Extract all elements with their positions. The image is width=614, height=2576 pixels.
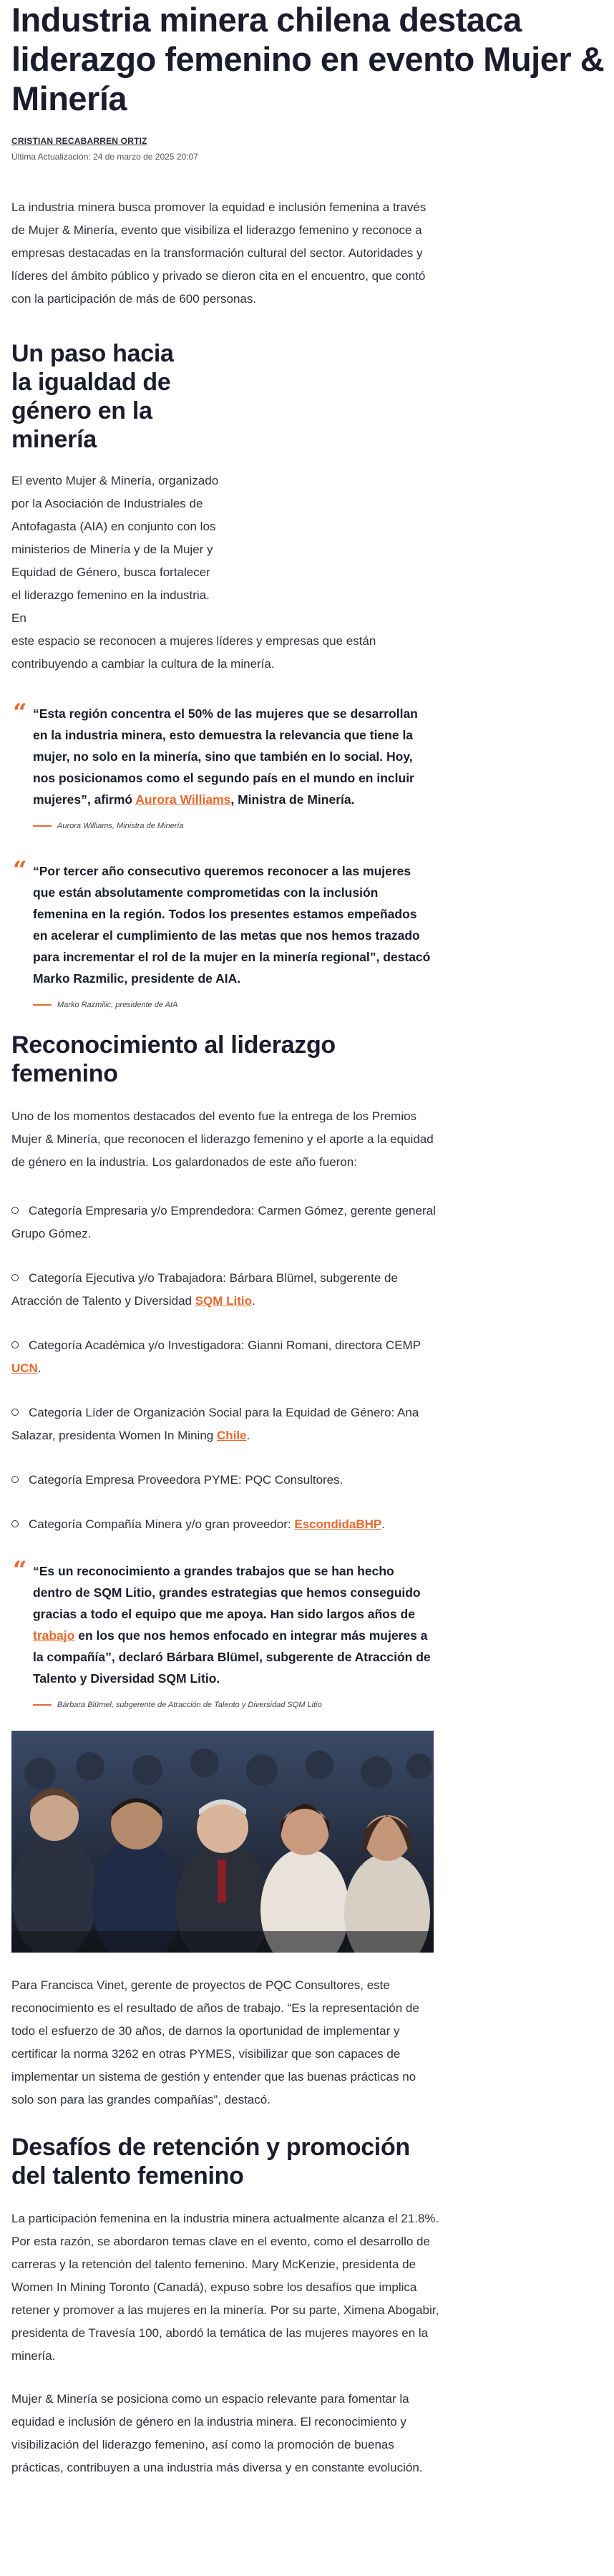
last-updated: Última Actualización: 24 de marzo de 2025 20:07 bbox=[11, 152, 198, 162]
category-link[interactable]: UCN bbox=[11, 1361, 38, 1375]
award-category-item: Categoría Académica y/o Investigadora: Gianni Romani, directora CEMP UCN. bbox=[11, 1338, 421, 1375]
bullet-icon bbox=[11, 1476, 19, 1483]
aurora-williams-link[interactable]: Aurora Williams bbox=[135, 792, 231, 807]
section3-paragraph-2: Mujer & Minería se posiciona como un espacio relevante para fomentar la equidad e inclusión de género en la industria minera. El reconocimiento y visibilización del liderazgo femenino, así como la promoción de buenas prácticas, contribuyen a una industria más diversa y en constante evolución. bbox=[11, 2392, 423, 2474]
quote-marko-razmilic bbox=[11, 856, 434, 1009]
award-category-item: Categoría Empresaria y/o Emprendedora: Carmen Gómez, gerente general Grupo Gómez. bbox=[11, 1204, 436, 1240]
bullet-icon bbox=[11, 1409, 19, 1416]
award-categories-list bbox=[11, 1200, 441, 1536]
cite-line bbox=[33, 825, 52, 827]
quote-cite: Marko Razmilic, presidente de AIA bbox=[33, 1001, 434, 1009]
quote-aurora-williams bbox=[11, 699, 434, 830]
section-heading-equality: Un paso hacia la igualdad de género en la minería bbox=[11, 340, 174, 453]
section1-paragraph-wide: este espacio se reconocen a mujeres líderes y empresas que están contribuyendo a cambiar la cultura de la minería. bbox=[11, 634, 376, 671]
bullet-icon bbox=[11, 1274, 19, 1281]
quote-text: “Es un reconocimiento a grandes trabajos que se han hecho dentro de SQM Litio, grandes estrategias que hemos conseguido gracias a todo el equipo que me apoya. Han sido largos años de trabajo en los que nos hemos enfocado en integrar más mujeres a la compañía”, declaró Bárbara Blümel, subgerente de Atracción de Talento y Diversidad SQM Litio. bbox=[33, 1564, 431, 1686]
section3-paragraph-1: La participación femenina en la industria minera actualmente alcanza el 21.8%. Por esta razón, se abordaron temas clave en el evento, como el desarrollo de carreras y la retención del talento femenino. Mary McKenzie, presidenta de Women In Mining Toronto (Canadá), expuso sobre los desafíos que implica retener y promover a las mujeres en la minería. Por su parte, Ximena Abogabir, presidenta de Travesía 100, abordó la temática de las mujeres mayores en la minería. bbox=[11, 2212, 439, 2363]
author-link[interactable]: CRISTIAN RECABARREN ORTIZ bbox=[11, 136, 147, 146]
quote-text: “Esta región concentra el 50% de las mujeres que se desarrollan en la industria minera, esto demuestra la relevancia que tiene la mujer, no solo en la minería, sino que también en lo social. Hoy, nos posicionamos como el segundo país en el mundo en incluir mujeres”, afirmó Aurora Williams, Ministra de Minería. bbox=[33, 706, 418, 807]
award-category-item: Categoría Compañía Minera y/o gran proveedor: EscondidaBHP. bbox=[11, 1513, 441, 1536]
category-link[interactable]: EscondidaBHP bbox=[294, 1517, 382, 1531]
award-category-item: Categoría Ejecutiva y/o Trabajadora: Bárbara Blümel, subgerente de Atracción de Talento y Diversidad SQM Litio. bbox=[11, 1271, 398, 1308]
trabajo-link[interactable]: trabajo bbox=[33, 1628, 75, 1643]
quote-text: “Por tercer año consecutivo queremos reconocer a las mujeres que están absolutamente comprometidas con la inclusión femenina en la región. Todos los presentes estamos empeñados en acelerar el cumplimiento de las metas que nos hemos trazado para incrementar el rol de la mujer en la minería regional”, destacó Marko Razmilic, presidente de AIA. bbox=[33, 864, 431, 986]
bullet-icon bbox=[11, 1341, 19, 1348]
audience-photo-illustration bbox=[11, 1731, 434, 1953]
cite-line bbox=[33, 1704, 52, 1706]
award-category-item: Categoría Empresa Proveedora PYME: PQC Consultores. bbox=[11, 1469, 441, 1492]
bullet-icon bbox=[11, 1207, 19, 1214]
quote-cite: Aurora Williams, Ministra de Minería bbox=[33, 822, 434, 830]
category-link[interactable]: SQM Litio bbox=[195, 1294, 253, 1308]
section1-paragraph-narrow: El evento Mujer & Minería, organizado por la Asociación de Industriales de Antofagasta (AIA) en conjunto con los ministerios de Minería y de la Mujer y Equidad de Género, busca fortalecer el liderazgo femenino en la industria. En bbox=[11, 474, 219, 625]
quote-mark-icon: “ bbox=[13, 699, 27, 727]
event-photo bbox=[11, 1731, 434, 1953]
article-title: Industria minera chilena destaca liderazgo femenino en evento Mujer & Minería bbox=[11, 1, 605, 117]
cite-line bbox=[33, 1004, 52, 1006]
section-heading-recognition: Reconocimiento al liderazgo femenino bbox=[11, 1031, 336, 1087]
quote-mark-icon: “ bbox=[13, 1556, 27, 1585]
quote-cite: Bárbara Blümel, subgerente de Atracción de Talento y Diversidad SQM Litio bbox=[33, 1701, 434, 1709]
lead-paragraph: La industria minera busca promover la equidad e inclusión femenina a través de Mujer & Minería, evento que visibiliza el liderazgo femenino y reconoce a empresas destacadas en la transformación cultural del sector. Autoridades y líderes del ámbito público y privado se dieron cita en el encuentro, que contó con la participación de más de 600 personas. bbox=[11, 200, 427, 306]
quote-barbara-blumel bbox=[11, 1556, 434, 1709]
section-heading-retention: Desafíos de retención y promoción del talento femenino bbox=[11, 2134, 410, 2189]
bullet-icon bbox=[11, 1520, 19, 1527]
award-category-item: Categoría Líder de Organización Social para la Equidad de Género: Ana Salazar, presidenta Women In Mining Chile. bbox=[11, 1406, 419, 1442]
paragraph-francisca-vinet: Para Francisca Vinet, gerente de proyectos de PQC Consultores, este reconocimiento es el resultado de años de trabajo. “Es la representación de todo el esfuerzo de 30 años, de darnos la oportunidad de implementar y certificar la norma 3262 en otras PYMES, visibilizar que son capaces de implementar un sistema de gestión y entender que las buenas prácticas no solo son para las grandes compañías”, destacó. bbox=[11, 1978, 419, 2106]
section2-intro: Uno de los momentos destacados del evento fue la entrega de los Premios Mujer & Minería, que reconocen el liderazgo femenino y el aporte a la equidad de género en la industria. Los galardonados de este año fueron: bbox=[11, 1109, 434, 1169]
category-link[interactable]: Chile bbox=[216, 1429, 247, 1442]
quote-mark-icon: “ bbox=[13, 856, 27, 885]
